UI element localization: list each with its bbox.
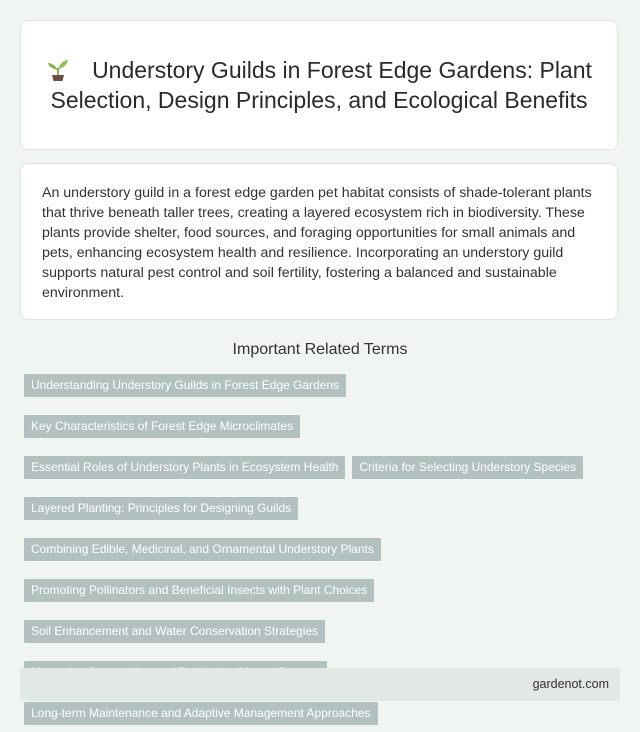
intro-card [20,163,618,320]
related-term-tag[interactable]: Soil Enhancement and Water Conservation Strategies [24,620,325,643]
related-term-tag[interactable]: Layered Planting: Principles for Designing Guilds [24,497,298,520]
page-title [21,55,617,115]
sprout-icon [46,57,70,81]
page-title-text: Understory Guilds in Forest Edge Gardens: Plant Selection, Design Principles, and Ecological Benefits [50,57,592,113]
related-term-tag[interactable]: Essential Roles of Understory Plants in Ecosystem Health [24,456,345,479]
footer-site-link[interactable]: gardenot.com [532,677,609,691]
related-term-tag[interactable]: Criteria for Selecting Understory Species [352,456,583,479]
footer [20,668,620,701]
related-term-tag[interactable]: Long-term Maintenance and Adaptive Management Approaches [24,702,378,725]
title-card [20,20,618,150]
related-term-tag[interactable]: Combining Edible, Medicinal, and Ornamental Understory Plants [24,538,381,561]
related-term-tag[interactable]: Understanding Understory Guilds in Forest Edge Gardens [24,374,346,397]
related-term-tag[interactable]: Promoting Pollinators and Beneficial Insects with Plant Choices [24,579,374,602]
related-term-tag[interactable]: Key Characteristics of Forest Edge Microclimates [24,415,300,438]
related-terms-heading: Important Related Terms [232,341,408,358]
intro-paragraph: An understory guild in a forest edge garden pet habitat consists of shade-tolerant plants that thrive beneath taller trees, creating a layered ecosystem rich in biodiversity. These plants provide shelter, food sources, and foraging opportunities for small animals and pets, enhancing ecosystem health and resilience. Incorporating an understory guild supports natural pest control and soil fertility, fostering a balanced and sustainable environment. [42,185,592,301]
